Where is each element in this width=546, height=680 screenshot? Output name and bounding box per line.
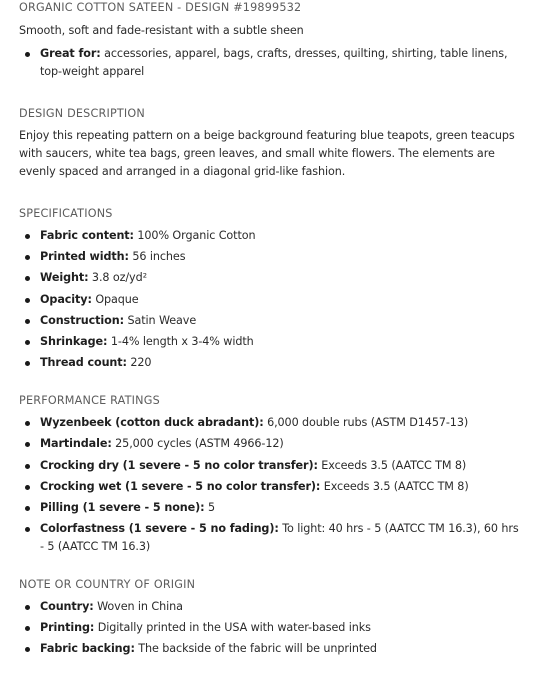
list-item — [19, 520, 524, 556]
origin-list — [19, 598, 524, 658]
great-for-label: Great for: — [40, 47, 101, 60]
performance-list — [19, 414, 524, 556]
rating-value: To light: 40 hrs - 5 (AATCC TM 16.3), 60 hrs - 5 (AATCC TM 16.3) — [40, 522, 519, 554]
design-description-heading: DESIGN DESCRIPTION — [19, 107, 146, 120]
list-item — [19, 598, 524, 616]
spec-label: Shrinkage: — [40, 334, 108, 348]
list-item — [19, 414, 524, 432]
rating-value: 5 — [204, 500, 216, 514]
spec-value: Opaque — [91, 292, 139, 306]
design-description-text: Enjoy this repeating pattern on a beige background featuring blue teapots, green teacups with saucers, white tea bags, green leaves, and small white flowers. The elements are evenly spaced and arranged in a diagonal grid-like fashion. — [19, 129, 515, 178]
spec-label: Opacity: — [40, 292, 92, 306]
product-subtitle: Smooth, soft and fade-resistant with a subtle sheen — [19, 24, 304, 37]
rating-label: Pilling (1 severe - 5 none): — [40, 500, 205, 514]
rating-value: Exceeds 3.5 (AATCC TM 8) — [320, 479, 469, 493]
product-title: ORGANIC COTTON SATEEN - DESIGN #19899532 — [19, 1, 302, 14]
rating-label: Wyzenbeek (cotton duck abradant): — [40, 416, 264, 430]
great-for-value: accessories, apparel, bags, crafts, dresses, quilting, shirting, table linens, top-weight apparel — [40, 47, 508, 78]
spec-label: Thread count: — [40, 356, 127, 370]
performance-heading: PERFORMANCE RATINGS — [19, 394, 160, 408]
specifications-section — [19, 205, 524, 372]
spec-value: 1-4% length x 3-4% width — [107, 334, 254, 348]
design-description-section — [19, 105, 524, 181]
spec-value: 220 — [126, 356, 152, 370]
list-item — [19, 269, 524, 287]
rating-label: Martindale: — [40, 437, 112, 451]
spec-value: 100% Organic Cotton — [133, 229, 256, 242]
list-item — [19, 478, 524, 496]
origin-label: Printing: — [40, 621, 95, 635]
product-header — [19, 0, 524, 81]
origin-label: Fabric backing: — [40, 642, 135, 656]
list-item — [19, 227, 524, 245]
list-item — [19, 45, 524, 81]
list-item — [19, 435, 524, 453]
spec-label: Fabric content: — [40, 229, 134, 242]
spec-label: Weight: — [40, 271, 89, 285]
rating-value: 6,000 double rubs (ASTM D1457-13) — [263, 416, 469, 430]
great-for-list — [19, 45, 524, 81]
specifications-list — [19, 227, 524, 372]
spec-value: 56 inches — [128, 250, 186, 264]
list-item — [19, 499, 524, 517]
list-item — [19, 291, 524, 309]
rating-value: 25,000 cycles (ASTM 4966-12) — [111, 437, 284, 451]
list-item — [19, 333, 524, 351]
spec-value: 3.8 oz/yd² — [88, 271, 147, 285]
rating-label: Crocking dry (1 severe - 5 no color transfer): — [40, 458, 318, 472]
spec-label: Construction: — [40, 313, 124, 327]
list-item — [19, 312, 524, 330]
origin-value: Woven in China — [93, 600, 183, 614]
rating-label: Colorfastness (1 severe - 5 no fading): — [40, 522, 279, 536]
origin-value: Digitally printed in the USA with water-based inks — [94, 621, 371, 635]
origin-label: Country: — [40, 600, 94, 614]
origin-heading: NOTE OR COUNTRY OF ORIGIN — [19, 578, 196, 592]
spec-value: Satin Weave — [124, 313, 197, 327]
list-item — [19, 354, 524, 372]
list-item — [19, 248, 524, 266]
origin-section — [19, 576, 524, 658]
spec-label: Printed width: — [40, 250, 129, 264]
list-item — [19, 640, 524, 658]
performance-section — [19, 392, 524, 556]
rating-label: Crocking wet (1 severe - 5 no color transfer): — [40, 479, 321, 493]
specifications-heading: SPECIFICATIONS — [19, 207, 113, 220]
list-item — [19, 619, 524, 637]
list-item — [19, 457, 524, 475]
origin-value: The backside of the fabric will be unprinted — [134, 642, 377, 656]
rating-value: Exceeds 3.5 (AATCC TM 8) — [317, 458, 467, 472]
